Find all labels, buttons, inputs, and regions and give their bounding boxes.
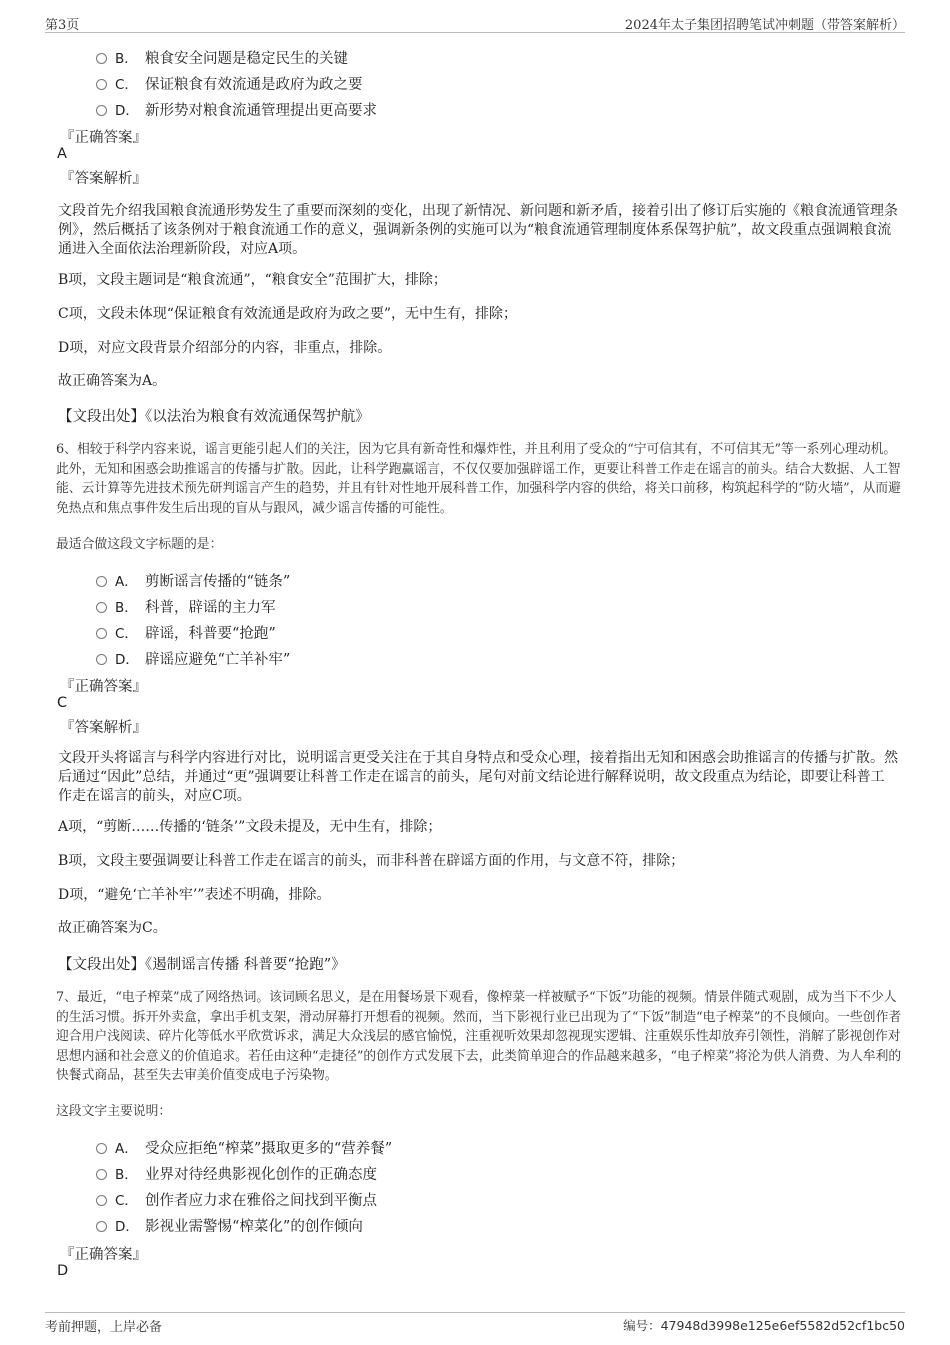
q5-answer-label: 『正确答案』 (60, 130, 147, 146)
q6-option-b[interactable]: B． 科普，辟谣的主力军 (96, 596, 276, 618)
q5-source: 【文段出处】《以法治为粮食有效流通保驾护航》 (58, 409, 370, 425)
code-value: 47948d3998e125e6ef5582d52cf1bc50 (660, 1318, 905, 1333)
q5-analysis-b: B项，文段主题词是“粮食流通”，“粮食安全”范围扩大，排除； (58, 272, 447, 288)
code-label: 编号： (623, 1318, 661, 1333)
q6-analysis-main: 文段开头将谣言与科学内容进行对比，说明谣言更受关注在于其自身特点和受众心理，接着指出无知和困惑会助推谣言的传播与扩散。然后通过“因此”总结，并通过“更”强调要让科普工作走在谣言的前头，尾句对前文结论进行解释说明，故文段重点为结论，即要让科普工作走在谣言的前头，对应C项。 (58, 750, 898, 804)
q6-option-c[interactable]: C． 辟谣，科普要“抢跑” (96, 622, 276, 644)
q5-option-c[interactable]: C． 保证粮食有效流通是政府为政之要 (96, 73, 363, 95)
q6-analysis-b: B项，文段主要强调要让科普工作走在谣言的前头，而非科普在辟谣方面的作用，与文意不符，排除； (58, 853, 685, 869)
q6-stem: 6、相较于科学内容来说，谣言更能引起人们的关注，因为它具有新奇性和爆炸性，并且利用了受众的“宁可信其有，不可信其无”等一系列心理动机。此外，无知和困惑会助推谣言的传播与扩散。因此，让科学跑赢谣言，不仅仅要加强辟谣工作，更要让科普工作走在谣言的前头。结合大数据、人工智能、云计算等先进技术预先研判谣言产生的趋势，并且有针对性地开展科普工作，加强科学内容的供给，将关口前移，构筑起科学的“防火墙”，从而避免热点和焦点事件发生后出现的盲从与跟风，减少谣言传播的可能性。 (56, 442, 901, 516)
q5-option-d[interactable]: D． 新形势对粮食流通管理提出更高要求 (96, 99, 377, 121)
q7-option-b[interactable]: B． 业界对待经典影视化创作的正确态度 (96, 1163, 377, 1185)
q6-analysis-d: D项，“避免‘亡羊补牢’”表述不明确，排除。 (58, 887, 331, 903)
q7-option-d[interactable]: D． 影视业需警惕“榨菜化”的创作倾向 (96, 1215, 363, 1237)
radio-icon[interactable] (96, 53, 107, 64)
footer-slogan: 考前押题，上岸必备 (45, 1320, 163, 1335)
radio-icon[interactable] (96, 576, 107, 587)
radio-icon[interactable] (96, 602, 107, 613)
q6-analysis-label: 『答案解析』 (60, 720, 147, 736)
q5-conclusion: 故正确答案为A。 (58, 373, 167, 389)
q6-option-d[interactable]: D． 辟谣应避免“亡羊补牢” (96, 648, 290, 670)
q5-answer: A (57, 146, 67, 162)
radio-icon[interactable] (96, 79, 107, 90)
q6-answer: C (57, 695, 68, 711)
q6-answer-label: 『正确答案』 (60, 679, 147, 695)
q6-source: 【文段出处】《遏制谣言传播 科普要“抢跑”》 (58, 957, 346, 973)
radio-icon[interactable] (96, 628, 107, 639)
radio-icon[interactable] (96, 654, 107, 665)
page-header (45, 12, 905, 33)
q5-option-b[interactable]: B． 粮食安全问题是稳定民生的关键 (96, 47, 348, 69)
q7-answer: D (57, 1263, 69, 1279)
q7-answer-label: 『正确答案』 (60, 1247, 147, 1263)
q5-analysis-label: 『答案解析』 (60, 171, 147, 187)
radio-icon[interactable] (96, 1195, 107, 1206)
q6-conclusion: 故正确答案为C。 (58, 920, 167, 936)
q5-analysis-d: D项，对应文段背景介绍部分的内容，非重点，排除。 (58, 340, 392, 356)
page-number: 第3页 (45, 18, 80, 33)
q7-question: 这段文字主要说明： (56, 1104, 172, 1119)
q7-option-c[interactable]: C． 创作者应力求在雅俗之间找到平衡点 (96, 1189, 377, 1211)
q5-analysis-main: 文段首先介绍我国粮食流通形势发生了重要而深刻的变化，出现了新情况、新问题和新矛盾，接着引出了修订后实施的《粮食流通管理条例》，然后概括了该条例对于粮食流通工作的意义，强调新条例的实施可以为“粮食流通管理制度体系保驾护航”，故文段重点强调粮食流通进入全面依法治理新阶段，对应A项。 (58, 203, 898, 257)
page-footer (45, 1312, 905, 1335)
radio-icon[interactable] (96, 105, 107, 116)
document-code (623, 1316, 905, 1334)
radio-icon[interactable] (96, 1169, 107, 1180)
radio-icon[interactable] (96, 1221, 107, 1232)
q7-option-a[interactable]: A． 受众应拒绝“榨菜”摄取更多的“营养餐” (96, 1137, 392, 1159)
q6-analysis-a: A项，“剪断……传播的‘链条’”文段未提及，无中生有，排除； (58, 819, 442, 835)
q7-stem: 7、最近，“电子榨菜”成了网络热词。该词顾名思义，是在用餐场景下观看，像榨菜一样被赋予“下饭”功能的视频。情景伴随式观剧，成为当下不少人的生活习惯。拆开外卖盒，拿出手机支架，滑动屏幕打开想看的视频。然而，当下影视行业已出现为了“下饭”制造“电子榨菜”的不良倾向。一些创作者迎合用户浅阅读、碎片化等低水平欣赏诉求，满足大众浅层的感官愉悦，注重视听效果却忽视现实逻辑、注重娱乐性却放弃引领性，消解了影视创作对思想内涵和社会意义的价值追求。若任由这种“走捷径”的创作方式发展下去，此类简单迎合的作品越来越多，“电子榨菜”将沦为供人消费、为人牟利的快餐式商品，甚至失去审美价值变成电子污染物。 (56, 990, 902, 1083)
radio-icon[interactable] (96, 1143, 107, 1154)
q5-analysis-c: C项，文段未体现“保证粮食有效流通是政府为政之要”，无中生有，排除； (58, 306, 518, 322)
q6-question: 最适合做这段文字标题的是： (56, 537, 223, 552)
document-title: 2024年太子集团招聘笔试冲刺题（带答案解析） (624, 18, 905, 33)
q6-option-a[interactable]: A． 剪断谣言传播的“链条” (96, 570, 290, 592)
